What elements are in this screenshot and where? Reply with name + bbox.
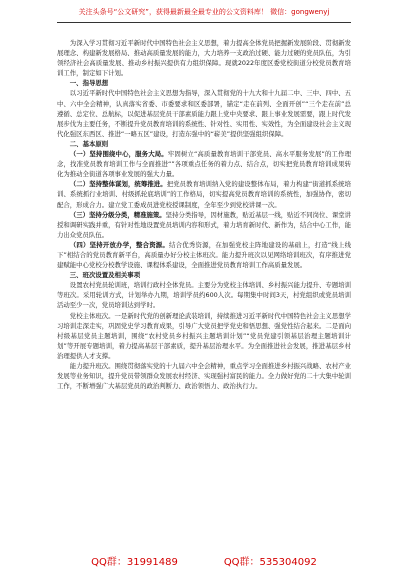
paragraph-text: 党校主体班次。一是新时代党的创新理论武装培训，持续推进习近平新时代中国特色社会主义思想学习培训走深走实，巩固党史学习教育成果，引导广大党员把学党史和悟思想、强党性结合起来。二是面向村级基层党员主题培训，围绕“农村党员乡村振兴主题培训计划”“党员党建引领基层治理主题培训计划”等开展专题培训，着力提高基层干部素质，提升基层治理水平。为全面推进社会发展，推进基层乡村治理提供人才支撑。: [57, 311, 351, 360]
paragraph-lead: （二）坚持整体谋划，统筹推进。: [69, 180, 167, 189]
paragraph-text: 坚持分类指导，因材施教，贴近基层一线，贴近不同岗位、课堂讲授和调研实践并重，有针对性地设置党员培训内容和形式，着力培育新时代、新作为，结合中心工作，能力出众党员队伍。: [57, 210, 352, 239]
paragraph-text: 一、指导思想: [69, 79, 109, 88]
document-body: [57, 38, 351, 391]
paragraph-text: 牢固树立“高质量教育培训干部党员、高水平服务发展”的工作理念，找准党员教育培训工作与全面推进“”各项重点任务的着力点、结合点，切实把党员教育培训成果转化为推动全街道各项事业发展的强大力量。: [57, 150, 351, 179]
paragraph-text: 三、班次设置及相关事项: [69, 271, 141, 280]
qq-group-1: QQ群：31991489: [91, 557, 178, 568]
paragraph: [57, 311, 351, 361]
banner-account: 公文研究: [117, 8, 146, 16]
section-heading: [57, 270, 351, 280]
paragraph: [57, 210, 351, 240]
paragraph-text: 结合优秀资源，在加强党校主阵地建设的基础上，打造“线上线下”相结合的党员教育新平台，高质量办好分校主体班次。能力提升班次以见网络培训班次，有序推进党建赋能中心党校分校教学设施、课程体系建设，全面推进党员教育培训工作高质量发展。: [57, 240, 352, 270]
banner-prefix: 关注头条号: [78, 8, 114, 16]
paragraph: [57, 361, 351, 391]
paragraph-text: 以习近平新时代中国特色社会主义思想为指导，深入贯彻党的十九大和十九届二中、三中、四中、五中、六中全会精神，认真落实省委、市委要求和区委部署，锚定“走在前列、全面开创”“三个走在前”总遵循、总定位、总航标，以促进基层党员干部素质能力跟上党中央要求、跟上事业发展需要，跟上时代发展步伐为主要任务，不断提升党员教育培训的系统性、针对性、实用性、实效性，为全面建设社会主义现代化强区东西区、推进“一略五区”建设，打造东强中的“崭美”提供坚强组织保障。: [57, 89, 351, 138]
paragraph-lead: （四）坚持开放办学，整合资源。: [69, 240, 170, 249]
header-rule: [57, 22, 351, 23]
paragraph-text: 二、基本原则: [69, 139, 109, 148]
paragraph: [57, 149, 351, 179]
banner-suffix: ，获得最新最全最专业的公文资料库！ 微信：gongwenyj: [148, 8, 330, 16]
paragraph-text: 把党员教育培训纳入党的建设整体布局，着力构建“街道抓系统培训、系统抓行业培训、村级抓轮底培训”的工作格局，切实提高党员教育培训的系统性，加强协作，密切配合，形成合力。建立党工委成员进党校授课制度，全年至少到党校讲课一次。: [57, 180, 352, 209]
paragraph: [57, 179, 351, 209]
paragraph-lead: （一）坚持围绕中心，服务大局。: [69, 150, 168, 159]
section-heading: [57, 139, 351, 149]
paragraph-lead: （三）坚持分级分类，精准施策。: [69, 210, 166, 219]
paragraph: [57, 88, 351, 138]
promo-banner: 关注头条号“公文研究”，获得最新最全最专业的公文资料库！ 微信：gongwenyj: [78, 8, 330, 16]
paragraph-text: 能力提升班次。围绕贯彻落实党的十九届六中全会精神，重点学习全面推进乡村振兴战略、农村产业发展等业务知识，提升党员带领群众发展农村经济、实现强村富民的能力。全力做好党的二十大集中轮训工作，不断增强广大基层党员的政治判断力、政治领悟力、政治执行力。: [57, 362, 351, 391]
paragraph-text: 为深入学习贯彻习近平新时代中国特色社会主义思想，着力提高全体党员把握新发展阶段、贯彻新发展理念、构建新发展格局、推动高质量发展的能力，大力培养一支政治过硬、能力过硬的党员队伍，为引领经济社会高质量发展、推动乡村振兴提供有力组织保障。现就2022年度区委党校街道分校党员教育培训工作，制定如下计划。: [57, 39, 351, 78]
paragraph: [57, 280, 351, 310]
qq-group-2: QQ群：535304092: [223, 557, 317, 568]
section-heading: [57, 78, 351, 88]
paragraph: [57, 240, 351, 270]
footer-contacts: [0, 557, 408, 569]
paragraph: [57, 38, 351, 78]
paragraph-text: 设置农村党员轮训班，培训行政村全体党员。主要分为党校主体培训、乡村振兴能力提升、专题培训等班次。采用轮训方式，计划举办九期，培训学员约600人次。每期集中时间3天，村党组织或党员培训活动至少一次，党员培训达到学时。: [57, 281, 351, 310]
